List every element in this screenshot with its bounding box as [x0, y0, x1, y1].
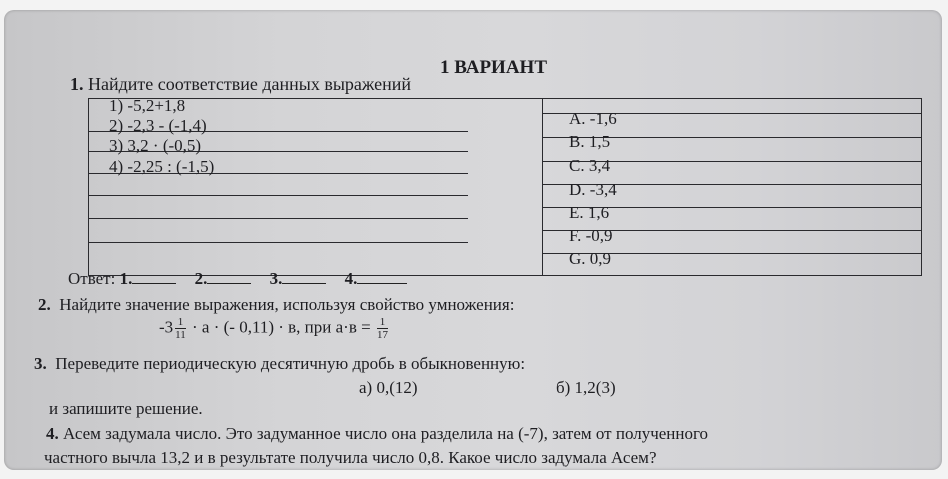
right-item-g: G. 0,9: [569, 249, 612, 268]
answer-blank: [207, 269, 251, 284]
left-item-2: 2) -2,3 - (-1,4): [109, 116, 207, 135]
right-item-b: B. 1,5: [569, 132, 611, 151]
question-4-line-1: [46, 424, 708, 444]
worksheet-photo: [4, 10, 942, 470]
answer-label: Ответ:: [68, 269, 116, 288]
question-2: [38, 295, 514, 315]
question-4-text-1: Асем задумала число. Это задуманное число она разделила на (-7), затем от полученного: [63, 424, 709, 443]
question-1-text: Найдите соответствие данных выражений: [88, 74, 412, 94]
mixed-fraction-denominator: 11: [175, 329, 186, 341]
answer-slot-3: 3.: [269, 269, 283, 288]
right-item-a: A. -1,6: [569, 109, 617, 128]
answer-blank: [132, 269, 176, 284]
left-item-3: 3) 3,2 · (-0,5): [109, 136, 202, 155]
expr-prefix: -3: [159, 317, 174, 337]
question-3-part-b: б) 1,2(3): [556, 378, 616, 397]
right-item-f: F. -0,9: [569, 226, 613, 245]
question-3-tail: и запишите решение.: [49, 399, 203, 418]
left-item-1: 1) -5,2+1,8: [109, 96, 186, 115]
condition-fraction-denominator: 17: [376, 329, 388, 341]
question-4-number: 4.: [46, 424, 59, 443]
answer-slot-2: 2.: [194, 269, 208, 288]
condition-fraction-numerator: 1: [377, 316, 388, 329]
question-1: [70, 74, 411, 95]
table-rule: [89, 195, 468, 196]
answer-blank: [282, 269, 326, 284]
answer-blank: [357, 269, 407, 284]
question-3-part-a: a) 0,(12): [359, 378, 418, 397]
question-1-number: 1.: [70, 74, 84, 94]
right-item-c: C. 3,4: [569, 156, 611, 175]
mixed-fraction-numerator: 1: [175, 316, 186, 329]
left-item-4: 4) -2,25 : (-1,5): [109, 157, 215, 176]
answer-slot-4: 4.: [344, 269, 358, 288]
answer-slot-1: 1.: [119, 269, 133, 288]
question-3-text: Переведите периодическую десятичную дробь в обыкновенную:: [55, 354, 526, 373]
question-3: [34, 354, 525, 374]
table-rule: [89, 218, 468, 219]
condition-fraction: [377, 316, 388, 341]
question-4-line-2: частного вычла 13,2 и в результате получила число 0,8. Какое число задумала Асем?: [44, 448, 657, 467]
question-3-number: 3.: [34, 354, 47, 373]
question-2-text: Найдите значение выражения, используя свойство умножения:: [59, 295, 515, 314]
right-item-e: E. 1,6: [569, 203, 610, 222]
matching-table: [88, 98, 922, 276]
mixed-fraction: [175, 316, 186, 341]
question-2-number: 2.: [38, 295, 51, 314]
question-2-expression: [159, 316, 390, 341]
expr-middle: · a · (- 0,11) · в, при a·в =: [192, 317, 371, 337]
answer-line: [68, 269, 407, 289]
right-item-d: D. -3,4: [569, 180, 617, 199]
table-divider: [542, 99, 543, 275]
variant-title: 1 ВАРИАНТ: [440, 57, 548, 78]
table-rule: [89, 242, 468, 243]
